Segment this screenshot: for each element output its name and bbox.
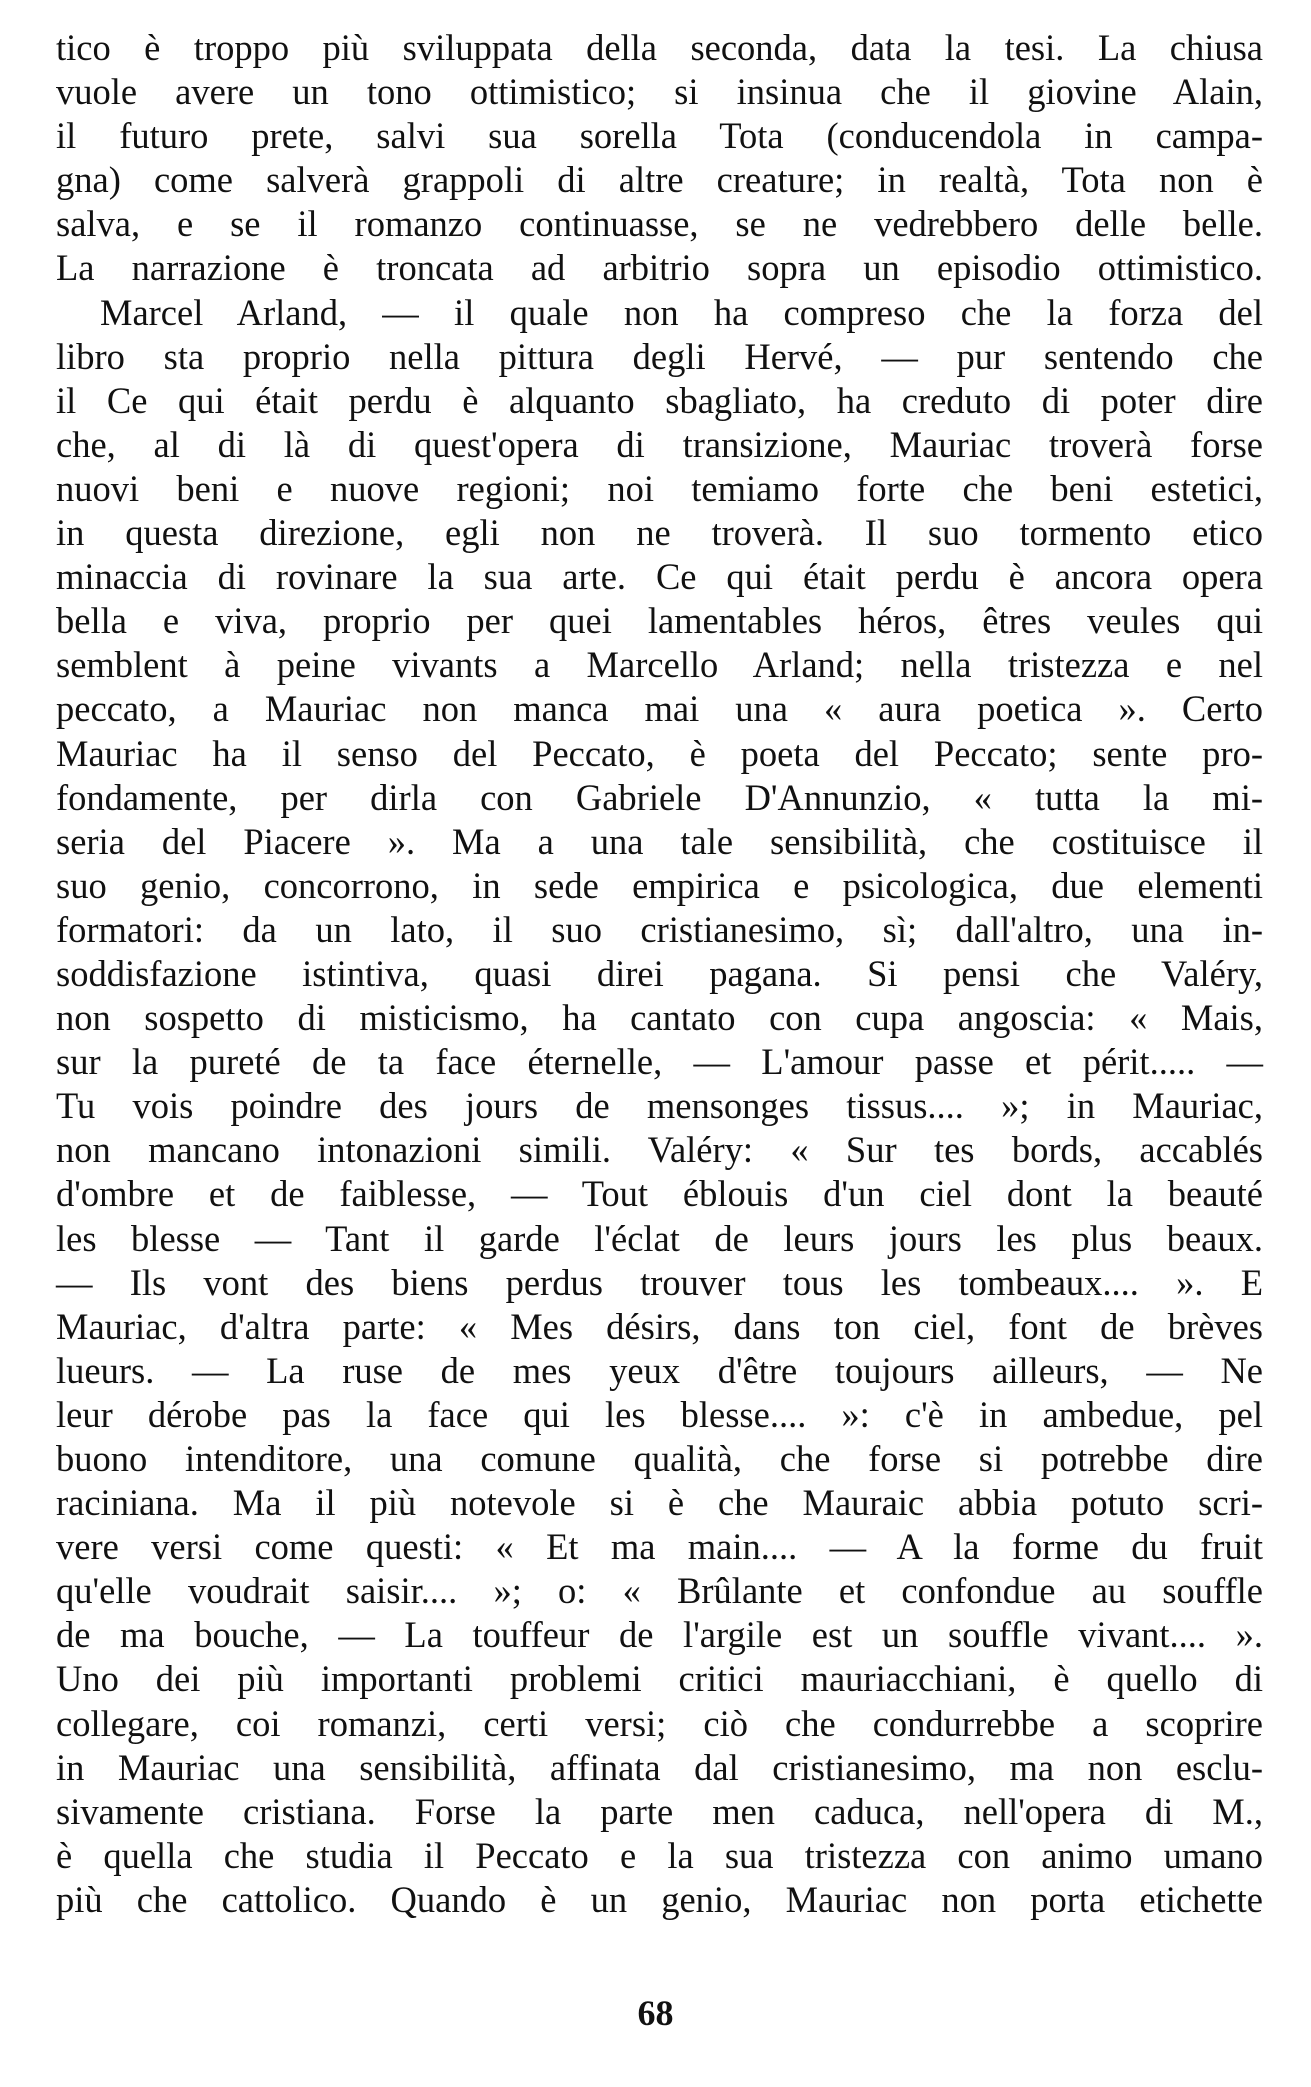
text-line: gna) come salverà grappoli di altre creature; in realtà, Tota non è xyxy=(56,159,1263,201)
text-line: nuovi beni e nuove regioni; noi temiamo forte che beni estetici, xyxy=(56,467,1263,509)
text-line: les blesse — Tant il garde l'éclat de leurs jours les plus beaux. xyxy=(56,1217,1263,1259)
text-line: Uno dei più importanti problemi critici mauriacchiani, è quello di xyxy=(56,1658,1263,1700)
text-line: peccato, a Mauriac non manca mai una « aura poetica ». Certo xyxy=(56,688,1263,730)
text-line: minaccia di rovinare la sua arte. Ce qui était perdu è ancora opera xyxy=(56,556,1263,598)
text-line: qu'elle voudrait saisir.... »; o: « Brûlante et confondue au souffle xyxy=(56,1570,1263,1612)
text-line: Mauriac, d'altra parte: « Mes désirs, dans ton ciel, font de brèves xyxy=(56,1305,1263,1347)
text-line: Tu vois poindre des jours de mensonges tissus.... »; in Mauriac, xyxy=(56,1085,1263,1127)
text-line: bella e viva, proprio per quei lamentables héros, êtres veules qui xyxy=(56,600,1263,642)
text-line: de ma bouche, — La touffeur de l'argile est un souffle vivant.... ». xyxy=(56,1614,1263,1656)
text-line: collegare, coi romanzi, certi versi; ciò che condurrebbe a scoprire xyxy=(56,1702,1263,1744)
text-line: fondamente, per dirla con Gabriele D'Annunzio, « tutta la mi- xyxy=(56,776,1263,818)
text-line: che, al di là di quest'opera di transizione, Mauriac troverà forse xyxy=(56,423,1263,465)
text-line: è quella che studia il Peccato e la sua tristezza con animo umano xyxy=(56,1834,1263,1876)
body-text xyxy=(56,26,1263,1922)
text-line: leur dérobe pas la face qui les blesse.... »: c'è in ambedue, pel xyxy=(56,1393,1263,1435)
text-line: tico è troppo più sviluppata della seconda, data la tesi. La chiusa xyxy=(56,27,1263,68)
text-line: salva, e se il romanzo continuasse, se ne vedrebbero delle belle. xyxy=(56,203,1263,245)
text-line: il futuro prete, salvi sua sorella Tota (conducendola in campa- xyxy=(56,115,1263,157)
text-line: più che cattolico. Quando è un genio, Mauriac non porta etichette xyxy=(56,1878,1263,1920)
text-line: buono intenditore, una comune qualità, che forse si potrebbe dire xyxy=(56,1438,1263,1479)
text-line: Mauriac ha il senso del Peccato, è poeta del Peccato; sente pro- xyxy=(56,732,1263,774)
text-line: sur la pureté de ta face éternelle, — L'amour passe et périt..... — xyxy=(56,1041,1263,1083)
text-line: in questa direzione, egli non ne troverà. Il suo tormento etico xyxy=(56,512,1263,554)
text-line: vuole avere un tono ottimistico; si insinua che il giovine Alain, xyxy=(56,71,1263,113)
text-line: raciniana. Ma il più notevole si è che Mauraic abbia potuto scri- xyxy=(56,1482,1263,1524)
text-line: semblent à peine vivants a Marcello Arland; nella tristezza e nel xyxy=(56,644,1263,686)
text-line: in Mauriac una sensibilità, affinata dal cristianesimo, ma non esclu- xyxy=(56,1746,1263,1788)
text-line: — Ils vont des biens perdus trouver tous les tombeaux.... ». E xyxy=(56,1261,1263,1303)
text-line: il Ce qui était perdu è alquanto sbagliato, ha creduto di poter dire xyxy=(56,379,1263,421)
text-line: Marcel Arland, — il quale non ha compreso che la forza del xyxy=(100,291,1263,333)
text-line: seria del Piacere ». Ma a una tale sensibilità, che costituisce il xyxy=(56,820,1263,862)
text-line: non mancano intonazioni simili. Valéry: « Sur tes bords, accablés xyxy=(56,1129,1263,1171)
text-line: d'ombre et de faiblesse, — Tout éblouis d'un ciel dont la beauté xyxy=(56,1173,1263,1215)
text-line: sivamente cristiana. Forse la parte men caduca, nell'opera di M., xyxy=(56,1790,1263,1832)
text-line: vere versi come questi: « Et ma main.... — A la forme du fruit xyxy=(56,1526,1263,1568)
text-line: La narrazione è troncata ad arbitrio sopra un episodio ottimistico. xyxy=(56,247,1263,289)
text-line: lueurs. — La ruse de mes yeux d'être toujours ailleurs, — Ne xyxy=(56,1349,1263,1391)
page-number: 68 xyxy=(637,1993,674,2033)
text-line: libro sta proprio nella pittura degli Hervé, — pur sentendo che xyxy=(56,335,1263,377)
text-line: suo genio, concorrono, in sede empirica e psicologica, due elementi xyxy=(56,864,1263,906)
text-line: formatori: da un lato, il suo cristianesimo, sì; dall'altro, una in- xyxy=(56,908,1263,950)
text-line: soddisfazione istintiva, quasi direi pagana. Si pensi che Valéry, xyxy=(56,952,1263,994)
text-line: non sospetto di misticismo, ha cantato con cupa angoscia: « Mais, xyxy=(56,997,1263,1039)
